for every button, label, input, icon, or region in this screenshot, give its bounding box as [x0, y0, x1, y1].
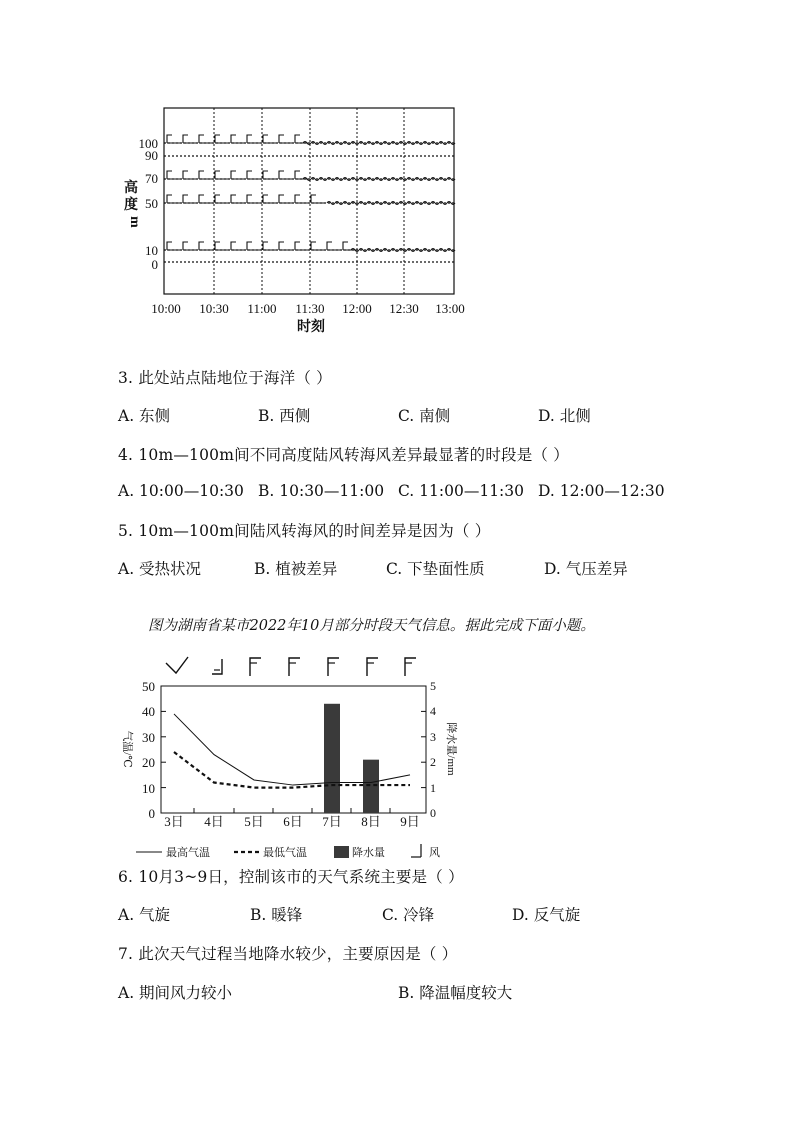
- q5-option-d[interactable]: D. 气压差异: [544, 560, 628, 578]
- wind-barb: [199, 171, 204, 179]
- q3-option-a[interactable]: A. 东侧: [118, 407, 171, 425]
- right-tick-label: 0: [430, 806, 436, 820]
- wind-barb: [279, 242, 284, 250]
- y-tick-labels: [139, 136, 159, 272]
- wind-barb: [167, 242, 172, 250]
- north-wind-icon: [250, 658, 261, 676]
- y-tick-label: 70: [145, 171, 158, 186]
- q7-option-a[interactable]: A. 期间风力较小: [118, 984, 233, 1002]
- legend-rain-swatch: [334, 846, 349, 858]
- x-category-label: 4日: [204, 814, 224, 829]
- wind-barb: [199, 195, 204, 203]
- x-tick-labels: [151, 301, 465, 316]
- axis-ticks: [161, 686, 426, 813]
- north-wind-icon: [405, 658, 416, 676]
- grid-lines: [164, 108, 454, 294]
- wind-barb: [183, 135, 188, 143]
- calm-wind-icon: [166, 657, 188, 673]
- y-tick-label: 90: [145, 148, 158, 163]
- x-tick-label: 11:30: [295, 301, 325, 316]
- y-axis-label-char: 度: [124, 198, 138, 213]
- question-7-stem: 7. 此次天气过程当地降水较少，主要原因是（ ）: [118, 945, 458, 963]
- wind-barb: [215, 135, 220, 143]
- right-tick-labels: [430, 679, 436, 820]
- x-axis-label: 时刻: [297, 320, 325, 335]
- wind-barb: [295, 195, 300, 203]
- left-tick-label: 40: [142, 704, 155, 719]
- wind-barb: [295, 242, 300, 250]
- left-tick-label: 30: [142, 730, 155, 745]
- x-tick-label: 12:30: [389, 301, 419, 316]
- y-tick-label: 0: [151, 257, 158, 272]
- q4-option-c[interactable]: C. 11:00—11:30: [398, 482, 524, 500]
- wind-barb-icon: [212, 659, 222, 674]
- north-wind-icon: [289, 658, 300, 676]
- right-tick-label: 1: [430, 781, 436, 795]
- right-tick-label: 4: [430, 704, 436, 718]
- legend-wind-icon: [411, 844, 421, 857]
- wind-barb: [231, 195, 236, 203]
- left-tick-label: 50: [142, 679, 155, 694]
- left-tick-label: 20: [142, 755, 155, 770]
- x-tick-label: 13:00: [435, 301, 465, 316]
- wind-barb: [247, 135, 252, 143]
- plot-frame: [164, 108, 454, 294]
- wind-barb: [247, 242, 252, 250]
- wind-barb: [215, 195, 220, 203]
- q5-option-c[interactable]: C. 下垫面性质: [386, 560, 485, 578]
- legend-rain-label: 降水量: [352, 847, 385, 859]
- right-axis-label: 降水量/mm: [445, 722, 457, 776]
- wind-barbs: [167, 135, 455, 252]
- q7-option-b[interactable]: B. 降温幅度较大: [398, 984, 513, 1002]
- x-category-label: 9日: [400, 814, 420, 829]
- wind-barb: [215, 242, 220, 250]
- y-tick-label: 10: [145, 243, 158, 258]
- right-tick-label: 5: [430, 679, 436, 693]
- y-tick-label: 100: [138, 136, 158, 151]
- wind-barb: [199, 135, 204, 143]
- x-category-label: 7日: [322, 814, 342, 829]
- wind-symbol-row: [166, 657, 416, 676]
- x-tick-label: 11:00: [247, 301, 277, 316]
- q5-option-a[interactable]: A. 受热状况: [118, 560, 202, 578]
- question-6-stem: 6. 10月3~9日，控制该市的天气系统主要是（ ）: [118, 868, 464, 886]
- wind-barb: [183, 195, 188, 203]
- legend-max-label: 最高气温: [166, 847, 210, 859]
- weather-chart: [100, 640, 480, 870]
- precip-bars: [324, 704, 379, 813]
- q5-option-b[interactable]: B. 植被差异: [254, 560, 338, 578]
- wind-barb: [167, 135, 172, 143]
- x-tick-label: 12:00: [342, 301, 372, 316]
- wind-barb: [263, 242, 268, 250]
- wind-barb: [311, 242, 316, 250]
- q3-option-d[interactable]: D. 北侧: [538, 407, 591, 425]
- wind-barb: [199, 242, 204, 250]
- x-tick-label: 10:00: [151, 301, 181, 316]
- y-axis-label: [124, 179, 142, 228]
- legend-min-label: 最低气温: [263, 847, 307, 859]
- wind-height-chart: [100, 95, 480, 340]
- wind-barb: [279, 171, 284, 179]
- wind-barb: [247, 195, 252, 203]
- y-axis-label-char: 高: [124, 181, 138, 196]
- left-tick-label: 10: [142, 781, 155, 796]
- q6-option-a[interactable]: A. 气旋: [118, 906, 171, 924]
- wind-barb: [183, 242, 188, 250]
- q6-option-c[interactable]: C. 冷锋: [382, 906, 435, 924]
- left-axis-label: 气温/℃: [121, 730, 133, 768]
- wind-barb: [279, 135, 284, 143]
- wind-barb: [263, 171, 268, 179]
- wind-barb: [327, 242, 332, 250]
- q3-option-b[interactable]: B. 西侧: [258, 407, 311, 425]
- question-5-stem: 5. 10m—100m间陆风转海风的时间差异是因为（ ）: [118, 522, 491, 540]
- north-wind-icon: [367, 658, 378, 676]
- x-category-label: 5日: [244, 814, 264, 829]
- precip-bar: [363, 760, 379, 813]
- q6-option-b[interactable]: B. 暖锋: [250, 906, 303, 924]
- wind-barb: [263, 195, 268, 203]
- y-tick-label: 50: [145, 196, 158, 211]
- question-4-stem: 4. 10m—100m间不同高度陆风转海风差异最显著的时段是（ ）: [118, 446, 569, 464]
- legend: [136, 844, 440, 859]
- wind-barb: [279, 195, 284, 203]
- q3-option-c[interactable]: C. 南侧: [398, 407, 451, 425]
- question-3-stem: 3. 此处站点陆地位于海洋（ ）: [118, 369, 332, 387]
- wind-barb: [231, 171, 236, 179]
- wind-barb: [247, 171, 252, 179]
- q4-option-a[interactable]: A. 10:00—10:30: [118, 482, 244, 500]
- wind-barb: [295, 171, 300, 179]
- x-category-label: 8日: [361, 814, 381, 829]
- plot-frame: [161, 686, 426, 813]
- wind-barb: [311, 195, 316, 203]
- wind-barb: [167, 195, 172, 203]
- right-tick-label: 2: [430, 755, 436, 769]
- x-tick-label: 10:30: [199, 301, 229, 316]
- wind-barb: [231, 242, 236, 250]
- x-category-label: 6日: [283, 814, 303, 829]
- wind-barb: [231, 135, 236, 143]
- wind-barb: [295, 135, 300, 143]
- precip-bar: [324, 704, 340, 813]
- legend-wind-label: 风: [429, 847, 440, 859]
- left-tick-label: 0: [148, 806, 155, 821]
- x-category-label: 3日: [164, 814, 184, 829]
- wind-barb: [167, 171, 172, 179]
- material-intro: 图为湖南省某市2022年10月部分时段天气信息。据此完成下面小题。: [148, 618, 595, 634]
- x-category-labels: [164, 814, 420, 829]
- right-tick-label: 3: [430, 730, 436, 744]
- wind-barb: [215, 171, 220, 179]
- y-axis-label-char: m: [127, 216, 142, 228]
- north-wind-icon: [328, 658, 339, 676]
- left-tick-labels: [142, 679, 155, 821]
- q6-option-d[interactable]: D. 反气旋: [512, 906, 581, 924]
- wind-barb: [183, 171, 188, 179]
- q4-option-b[interactable]: B. 10:30—11:00: [258, 482, 385, 500]
- wind-barb: [263, 135, 268, 143]
- wind-barb: [343, 242, 348, 250]
- q4-option-d[interactable]: D. 12:00—12:30: [538, 482, 665, 500]
